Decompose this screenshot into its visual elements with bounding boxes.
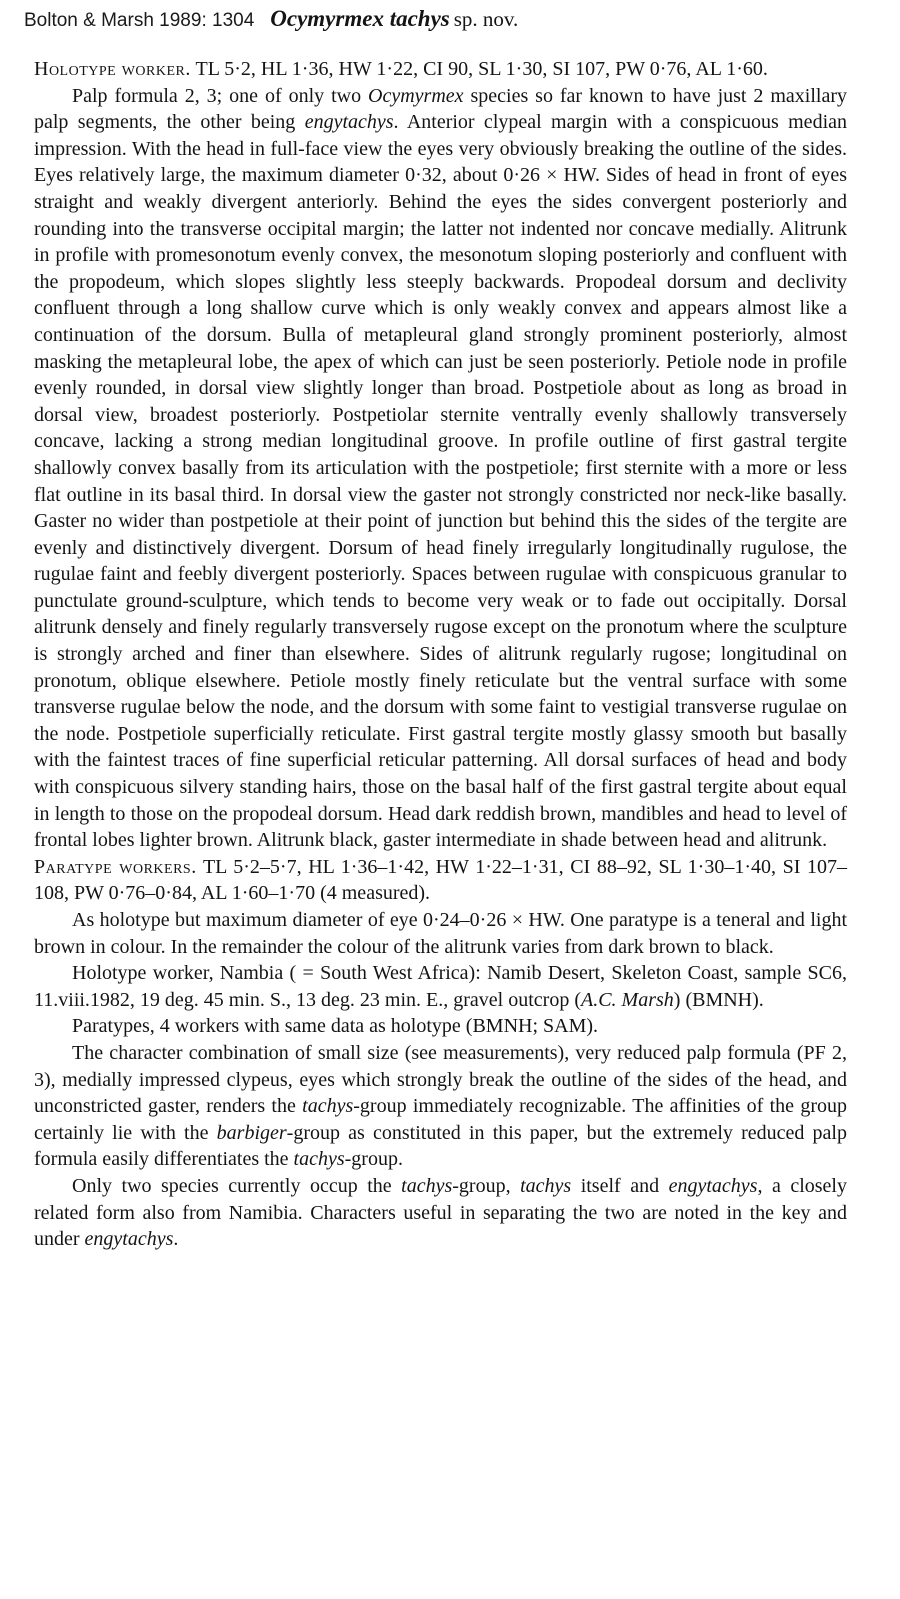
paratype-note: As holotype but maximum diameter of eye 0·24–0·26 × HW. One paratype is a teneral and light brown in colour. In the remainder the colour of the alitrunk varies from dark brown to black.	[34, 909, 847, 958]
material-text: ) (BMNH).	[673, 988, 764, 1011]
discussion-text: The character combination of small size (see measurements), very reduced palp formula (PF 2, 3), medially impressed clypeus, eyes which strongly break the outline of the sides of the head, and unconstricted gaster, renders the	[34, 1041, 847, 1118]
holotype-label: Holotype worker.	[34, 58, 191, 80]
species-ref: engytachys	[84, 1228, 174, 1251]
holotype-measurements: TL 5·2, HL 1·36, HW 1·22, CI 90, SL 1·30, SI 107, PW 0·76, AL 1·60.	[190, 58, 768, 80]
species-suffix: sp. nov.	[453, 7, 519, 31]
discussion-paragraph-1	[34, 1040, 847, 1173]
paratype-paragraph	[34, 854, 847, 907]
discussion-text: -group.	[344, 1148, 403, 1171]
paratype-label: Paratype workers.	[34, 855, 197, 878]
discussion-text: itself and	[571, 1174, 669, 1197]
species-name: Ocymyrmex tachys	[270, 6, 450, 31]
description-text: . Anterior clypeal margin with a conspicuous median impression. With the head in full-face view the eyes very obviously breaking the outline of the sides. Eyes relatively large, the maximum diameter 0·32, about 0·26 × HW. Sides of head in front of eyes straight and weakly divergent anteriorly. Behind the eyes the sides convergent posteriorly and rounding into the transverse occipital margin; the latter not indented nor concave medially. Alitrunk in profile with promesonotum evenly convex, the mesonotum sloping posteriorly and confluent with the propodeum, which slopes slightly less steeply backwards. Propodeal dorsum and declivity confluent through a long shallow curve which is only weakly convex and appears almost like a continuation of the dorsum. Bulla of metapleural gland strongly prominent posteriorly, almost masking the metapleural lobe, the apex of which can just be seen posteriorly. Petiole node in profile evenly rounded, in dorsal view slightly longer than broad. Postpetiole about as long as broad in dorsal view, broadest posteriorly. Postpetiolar sternite ventrally evenly shallowly transversely concave, lacking a strong median longitudinal groove. In profile outline of first gastral tergite shallowly convex basally from its articulation with the postpetiole; first sternite with a more or less flat outline in its basal third. In dorsal view the gaster not strongly constricted nor neck-like basally. Gaster no wider than postpetiole at their point of junction but behind this the sides of the tergite are evenly and distinctively divergent. Dorsum of head finely irregularly longitudinally rugulose, the rugulae faint and feebly divergent posteriorly. Spaces between rugulae with conspicuous granular to punctulate ground-sculpture, which tends to become very weak or to fade out occipitally. Dorsal alitrunk densely and finely regularly transversely rugose except on the pronotum where the sculpture is strongly arched and finer than elsewhere. Sides of alitrunk regularly rugose; longitudinal on pronotum, oblique elsewhere. Petiole mostly finely reticulate but the ventral surface with some transverse rugulae below the node, and the dorsum with some faint to vestigial transverse rugulae on the node. Postpetiole superficially reticulate. First gastral tergite mostly glassy smooth but basally with the faintest traces of fine superficial reticular patterning. All dorsal surfaces of head and body with conspicuous silvery standing hairs, those on the basal half of the first gastral tergite about equal in length to those on the propodeal dorsum. Head dark reddish brown, mandibles and head to level of frontal lobes lighter brown. Alitrunk black, gaster intermediate in shade between head and alitrunk.	[34, 111, 847, 852]
discussion-text: , a closely related form also from Namibia. Characters useful in separating the two are noted in the key and under	[34, 1174, 847, 1251]
species-ref: engytachys	[304, 111, 394, 134]
collector-name: A.C. Marsh	[580, 988, 674, 1011]
species-ref: tachys	[520, 1174, 572, 1197]
genus-name: Ocymyrmex	[368, 84, 464, 107]
description-paragraph	[34, 83, 847, 854]
discussion-text: Only two species currently occup the	[72, 1174, 402, 1197]
paratype-measurements: TL 5·2–5·7, HL 1·36–1·42, HW 1·22–1·31, CI 88–92, SL 1·30–1·40, SI 107–108, PW 0·76–0·84, AL 1·60–1·70 (4 measured).	[34, 855, 848, 905]
group-name: tachys	[401, 1174, 453, 1197]
discussion-text: -group,	[452, 1174, 521, 1197]
citation: Bolton & Marsh 1989: 1304	[24, 10, 255, 31]
discussion-paragraph-2	[34, 1173, 847, 1253]
discussion-text: -group as constituted in this paper, but the extremely reduced palp formula easily differentiates the	[34, 1121, 847, 1171]
discussion-text: .	[173, 1228, 179, 1251]
page-header	[24, 6, 884, 42]
description-text: species so far known to have just 2 maxillary palp segments, the other being	[34, 84, 847, 134]
paratype-material: Paratypes, 4 workers with same data as holotype (BMNH; SAM).	[72, 1015, 599, 1038]
holotype-paragraph	[34, 56, 847, 83]
material-text: Holotype worker, Nambia ( = South West Africa): Namib Desert, Skeleton Coast, sample SC6, 11.viii.1982, 19 deg. 45 min. S., 13 deg. 23 min. E., gravel outcrop (	[34, 962, 847, 1011]
species-ref: engytachys	[668, 1174, 758, 1197]
group-name: barbiger	[216, 1121, 287, 1144]
holotype-material	[34, 960, 847, 1013]
description-text: Palp formula 2, 3; one of only two	[72, 84, 369, 107]
document-body	[34, 56, 847, 1253]
discussion-text: -group immediately recognizable. The affinities of the group certainly lie with the	[34, 1095, 847, 1144]
group-name: tachys	[302, 1095, 354, 1118]
group-name: tachys	[293, 1148, 345, 1171]
